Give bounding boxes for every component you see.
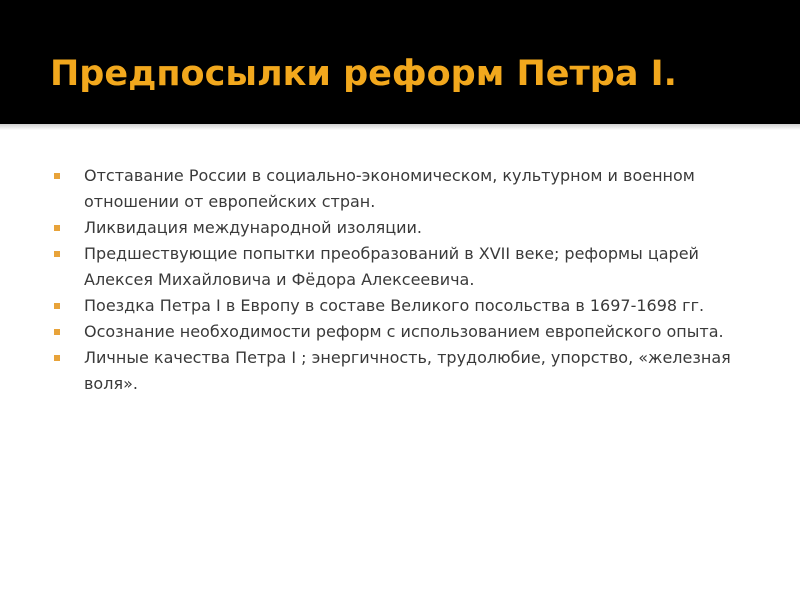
bullet-text: Личные качества Петра I ; энергичность, трудолюбие, упорство, «железная воля». (84, 348, 731, 393)
bullet-text: Осознание необходимости реформ с использованием европейского опыта. (84, 322, 724, 341)
square-bullet-icon (54, 251, 60, 257)
bullet-item (51, 163, 761, 215)
bullet-item (51, 241, 761, 293)
bullet-text: Отставание России в социально-экономическом, культурном и военном отношении от европейских стран. (84, 166, 695, 211)
bullet-item (51, 215, 761, 241)
slide-title: Предпосылки реформ Петра I. (50, 54, 677, 94)
bullet-item (51, 293, 761, 319)
square-bullet-icon (54, 329, 60, 335)
title-separator (0, 124, 800, 130)
square-bullet-icon (54, 225, 60, 231)
bullet-text: Предшествующие попытки преобразований в XVII веке; реформы царей Алексея Михайловича и Фёдора Алексеевича. (84, 244, 699, 289)
bullet-item (51, 319, 761, 345)
title-bar (0, 0, 800, 124)
square-bullet-icon (54, 173, 60, 179)
bullet-text: Поездка Петра I в Европу в составе Великого посольства в 1697-1698 гг. (84, 296, 705, 315)
bullet-text: Ликвидация международной изоляции. (84, 218, 422, 237)
square-bullet-icon (54, 355, 60, 361)
bullet-item (51, 345, 761, 397)
bullet-list (51, 163, 761, 397)
square-bullet-icon (54, 303, 60, 309)
